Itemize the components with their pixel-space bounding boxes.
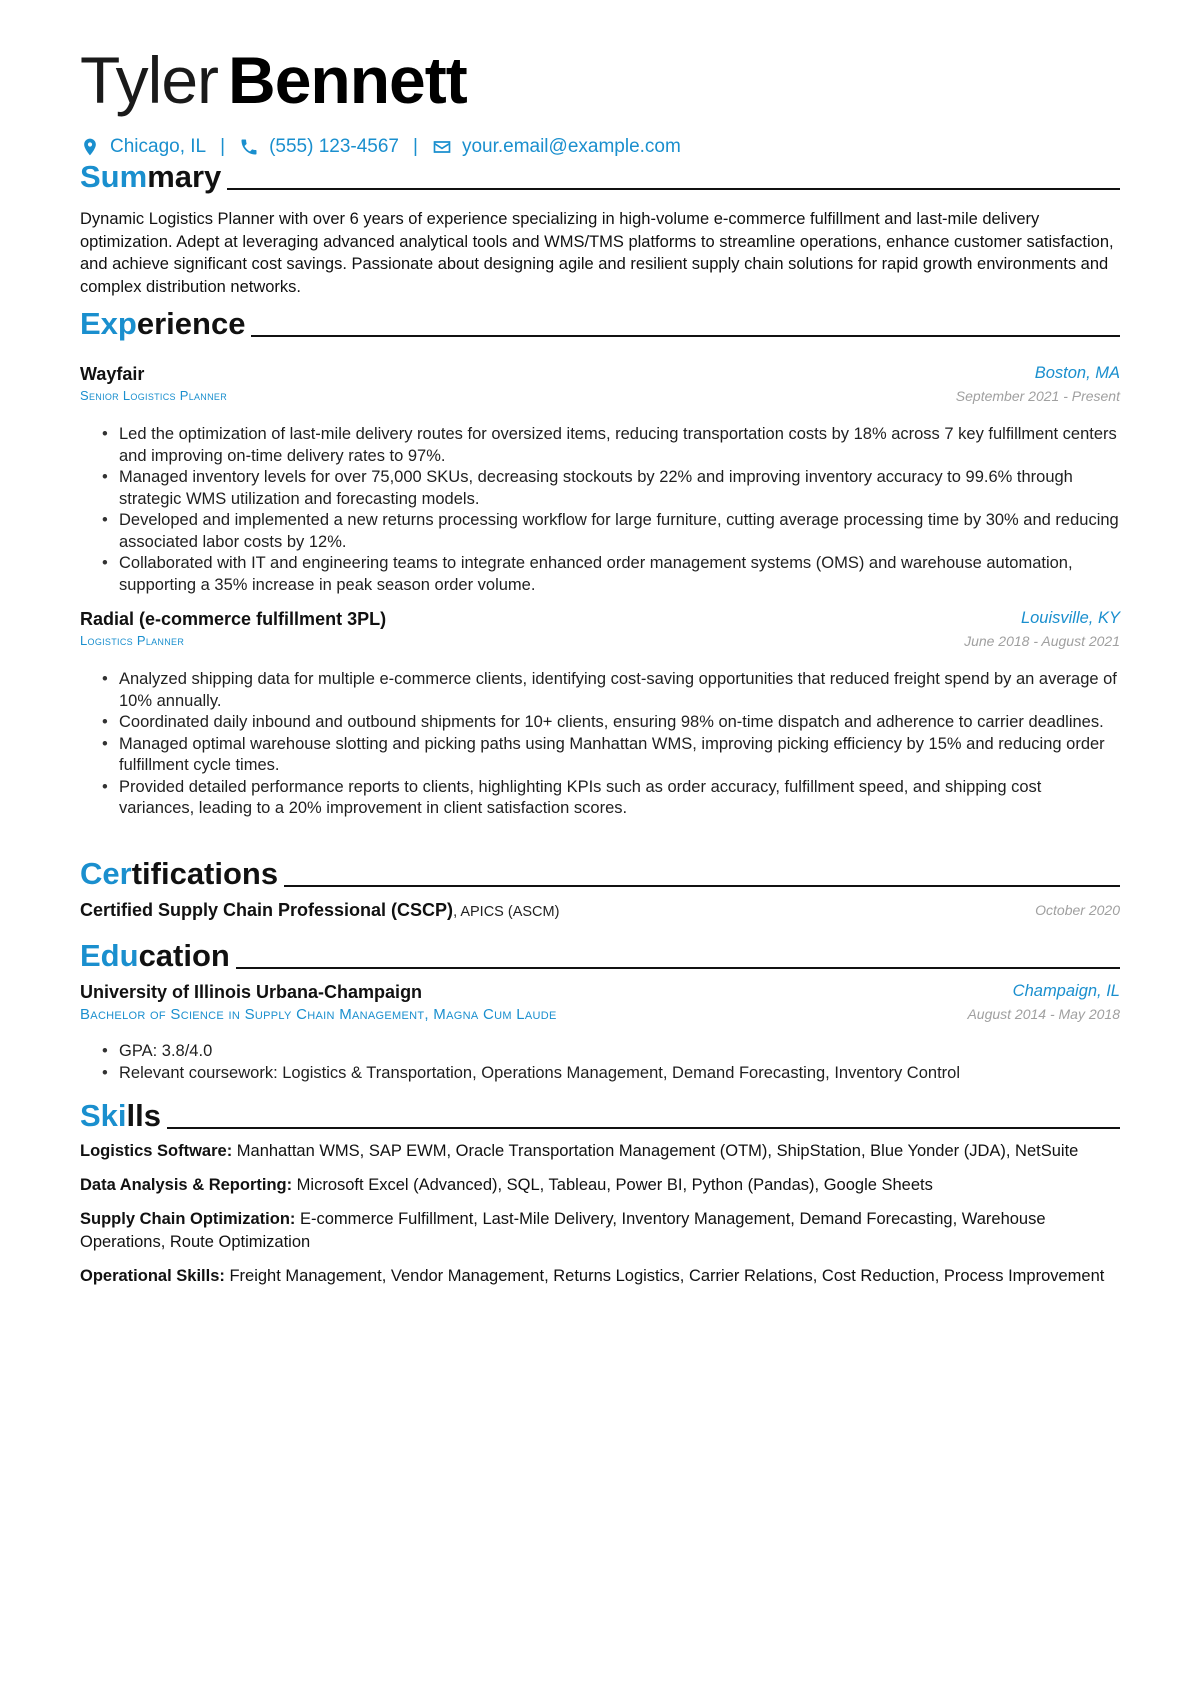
section-rule bbox=[251, 335, 1120, 337]
phone-icon bbox=[239, 137, 259, 157]
candidate-name bbox=[80, 40, 467, 120]
location-text: Chicago, IL bbox=[110, 136, 207, 157]
separator: | bbox=[413, 136, 418, 157]
skill-values: Manhattan WMS, SAP EWM, Oracle Transportation Management (OTM), ShipStation, Blue Yonder (JDA), NetSuite bbox=[232, 1142, 1079, 1160]
job-title: Logistics Planner bbox=[80, 633, 185, 648]
list-item: • Led the optimization of last-mile delivery routes for oversized items, reducing transportation costs by 18% across 7 key fulfillment centers and improving on-time delivery rates to 97%. bbox=[80, 424, 1120, 467]
job-bullets bbox=[80, 424, 1120, 596]
first-name: Tyler bbox=[80, 43, 219, 117]
skill-values: Freight Management, Vendor Management, Returns Logistics, Carrier Relations, Cost Reduction, Process Improvement bbox=[224, 1267, 1105, 1285]
skill-group bbox=[80, 1208, 1120, 1253]
section-rule bbox=[167, 1127, 1120, 1129]
skill-values: Microsoft Excel (Advanced), SQL, Tableau, Power BI, Python (Pandas), Google Sheets bbox=[292, 1176, 933, 1194]
skill-group bbox=[80, 1265, 1120, 1288]
skill-label: Supply Chain Optimization: bbox=[80, 1210, 296, 1228]
list-item: • Developed and implemented a new returns processing workflow for large furniture, cutting average processing time by 30% and reducing associated labor costs by 12%. bbox=[80, 510, 1120, 553]
section-rule bbox=[227, 188, 1120, 190]
last-name: Bennett bbox=[228, 43, 467, 117]
contact-email[interactable] bbox=[432, 136, 681, 158]
section-rule bbox=[284, 885, 1120, 887]
list-item: • Provided detailed performance reports to clients, highlighting KPIs such as order accuracy, fulfillment speed, and shipping cost variances, leading to a 20% improvement in client satisfaction scores. bbox=[80, 777, 1120, 820]
map-marker-icon bbox=[80, 137, 100, 157]
company-name: Wayfair bbox=[80, 364, 145, 384]
certification-date: October 2020 bbox=[1035, 902, 1120, 918]
experience-heading: Experience bbox=[80, 303, 1120, 343]
job-dates: September 2021 - Present bbox=[955, 388, 1120, 404]
skill-group bbox=[80, 1140, 1120, 1163]
job-dates: June 2018 - August 2021 bbox=[964, 633, 1120, 649]
education-dates: August 2014 - May 2018 bbox=[967, 1006, 1120, 1022]
job-bullets bbox=[80, 669, 1120, 820]
list-item: • Analyzed shipping data for multiple e-commerce clients, identifying cost-saving opportunities that reduced freight spend by an average of 10% annually. bbox=[80, 669, 1120, 712]
summary-text: Dynamic Logistics Planner with over 6 years of experience specializing in high-volume e-commerce fulfillment and last-mile delivery optimization. Adept at leveraging advanced analytical tools and WMS/TMS platforms to streamline operations, enhance customer satisfaction, and achieve significant cost savings. Passionate about designing agile and resilient supply chain solutions for rapid growth environments and complex distribution networks. bbox=[80, 210, 1114, 296]
job-title: Senior Logistics Planner bbox=[80, 388, 228, 403]
school-location: Champaign, IL bbox=[1012, 982, 1120, 1000]
skill-label: Operational Skills: bbox=[80, 1267, 225, 1285]
skill-label: Logistics Software: bbox=[80, 1142, 233, 1160]
skills-heading: Skills bbox=[80, 1095, 1120, 1135]
separator: | bbox=[220, 136, 226, 157]
company-name: Radial (e-commerce fulfillment 3PL) bbox=[80, 609, 387, 629]
list-item: • Managed optimal warehouse slotting and picking paths using Manhattan WMS, improving picking efficiency by 15% and reducing order fulfillment cycle times. bbox=[80, 734, 1120, 777]
degree: Bachelor of Science in Supply Chain Management, Magna Cum Laude bbox=[80, 1006, 557, 1023]
list-item: • Coordinated daily inbound and outbound shipments for 10+ clients, ensuring 98% on-time dispatch and adherence to carrier deadlines. bbox=[80, 712, 1120, 734]
envelope-icon bbox=[432, 137, 452, 157]
email-link: your.email@example.com bbox=[461, 136, 681, 157]
list-item: • Collaborated with IT and engineering teams to integrate enhanced order management systems (OMS) and warehouse automation, supporting a 35% increase in peak season order volume. bbox=[80, 553, 1120, 596]
certification-name: Certified Supply Chain Professional (CSCP) bbox=[80, 900, 454, 920]
skill-group bbox=[80, 1174, 1120, 1197]
list-item: • Relevant coursework: Logistics & Transportation, Operations Management, Demand Forecasting, Inventory Control bbox=[80, 1063, 1120, 1085]
school-name: University of Illinois Urbana-Champaign bbox=[80, 982, 423, 1002]
education-bullets bbox=[80, 1041, 1120, 1084]
list-item: • Managed inventory levels for over 75,000 SKUs, decreasing stockouts by 22% and improving inventory accuracy to 99.6% through strategic WMS utilization and forecasting models. bbox=[80, 467, 1120, 510]
certifications-heading: Certifications bbox=[80, 853, 1120, 893]
certification-entry bbox=[80, 900, 1120, 921]
section-rule bbox=[236, 967, 1120, 969]
contact-phone[interactable] bbox=[239, 136, 399, 158]
phone-text: (555) 123-4567 bbox=[269, 136, 399, 157]
skill-values: E-commerce Fulfillment, Last-Mile Delivery, Inventory Management, Demand Forecasting, Warehouse Operations, Route Optimization bbox=[80, 1210, 1046, 1251]
skill-label: Data Analysis & Reporting: bbox=[80, 1176, 293, 1194]
list-item: • GPA: 3.8/4.0 bbox=[80, 1041, 1120, 1063]
summary-heading: Summary bbox=[80, 156, 1120, 196]
education-heading: Education bbox=[80, 935, 1120, 975]
contact-location bbox=[80, 136, 206, 158]
job-location: Boston, MA bbox=[1034, 364, 1120, 382]
certification-issuer: , APICS (ASCM) bbox=[453, 904, 560, 920]
job-location: Louisville, KY bbox=[1020, 609, 1120, 627]
